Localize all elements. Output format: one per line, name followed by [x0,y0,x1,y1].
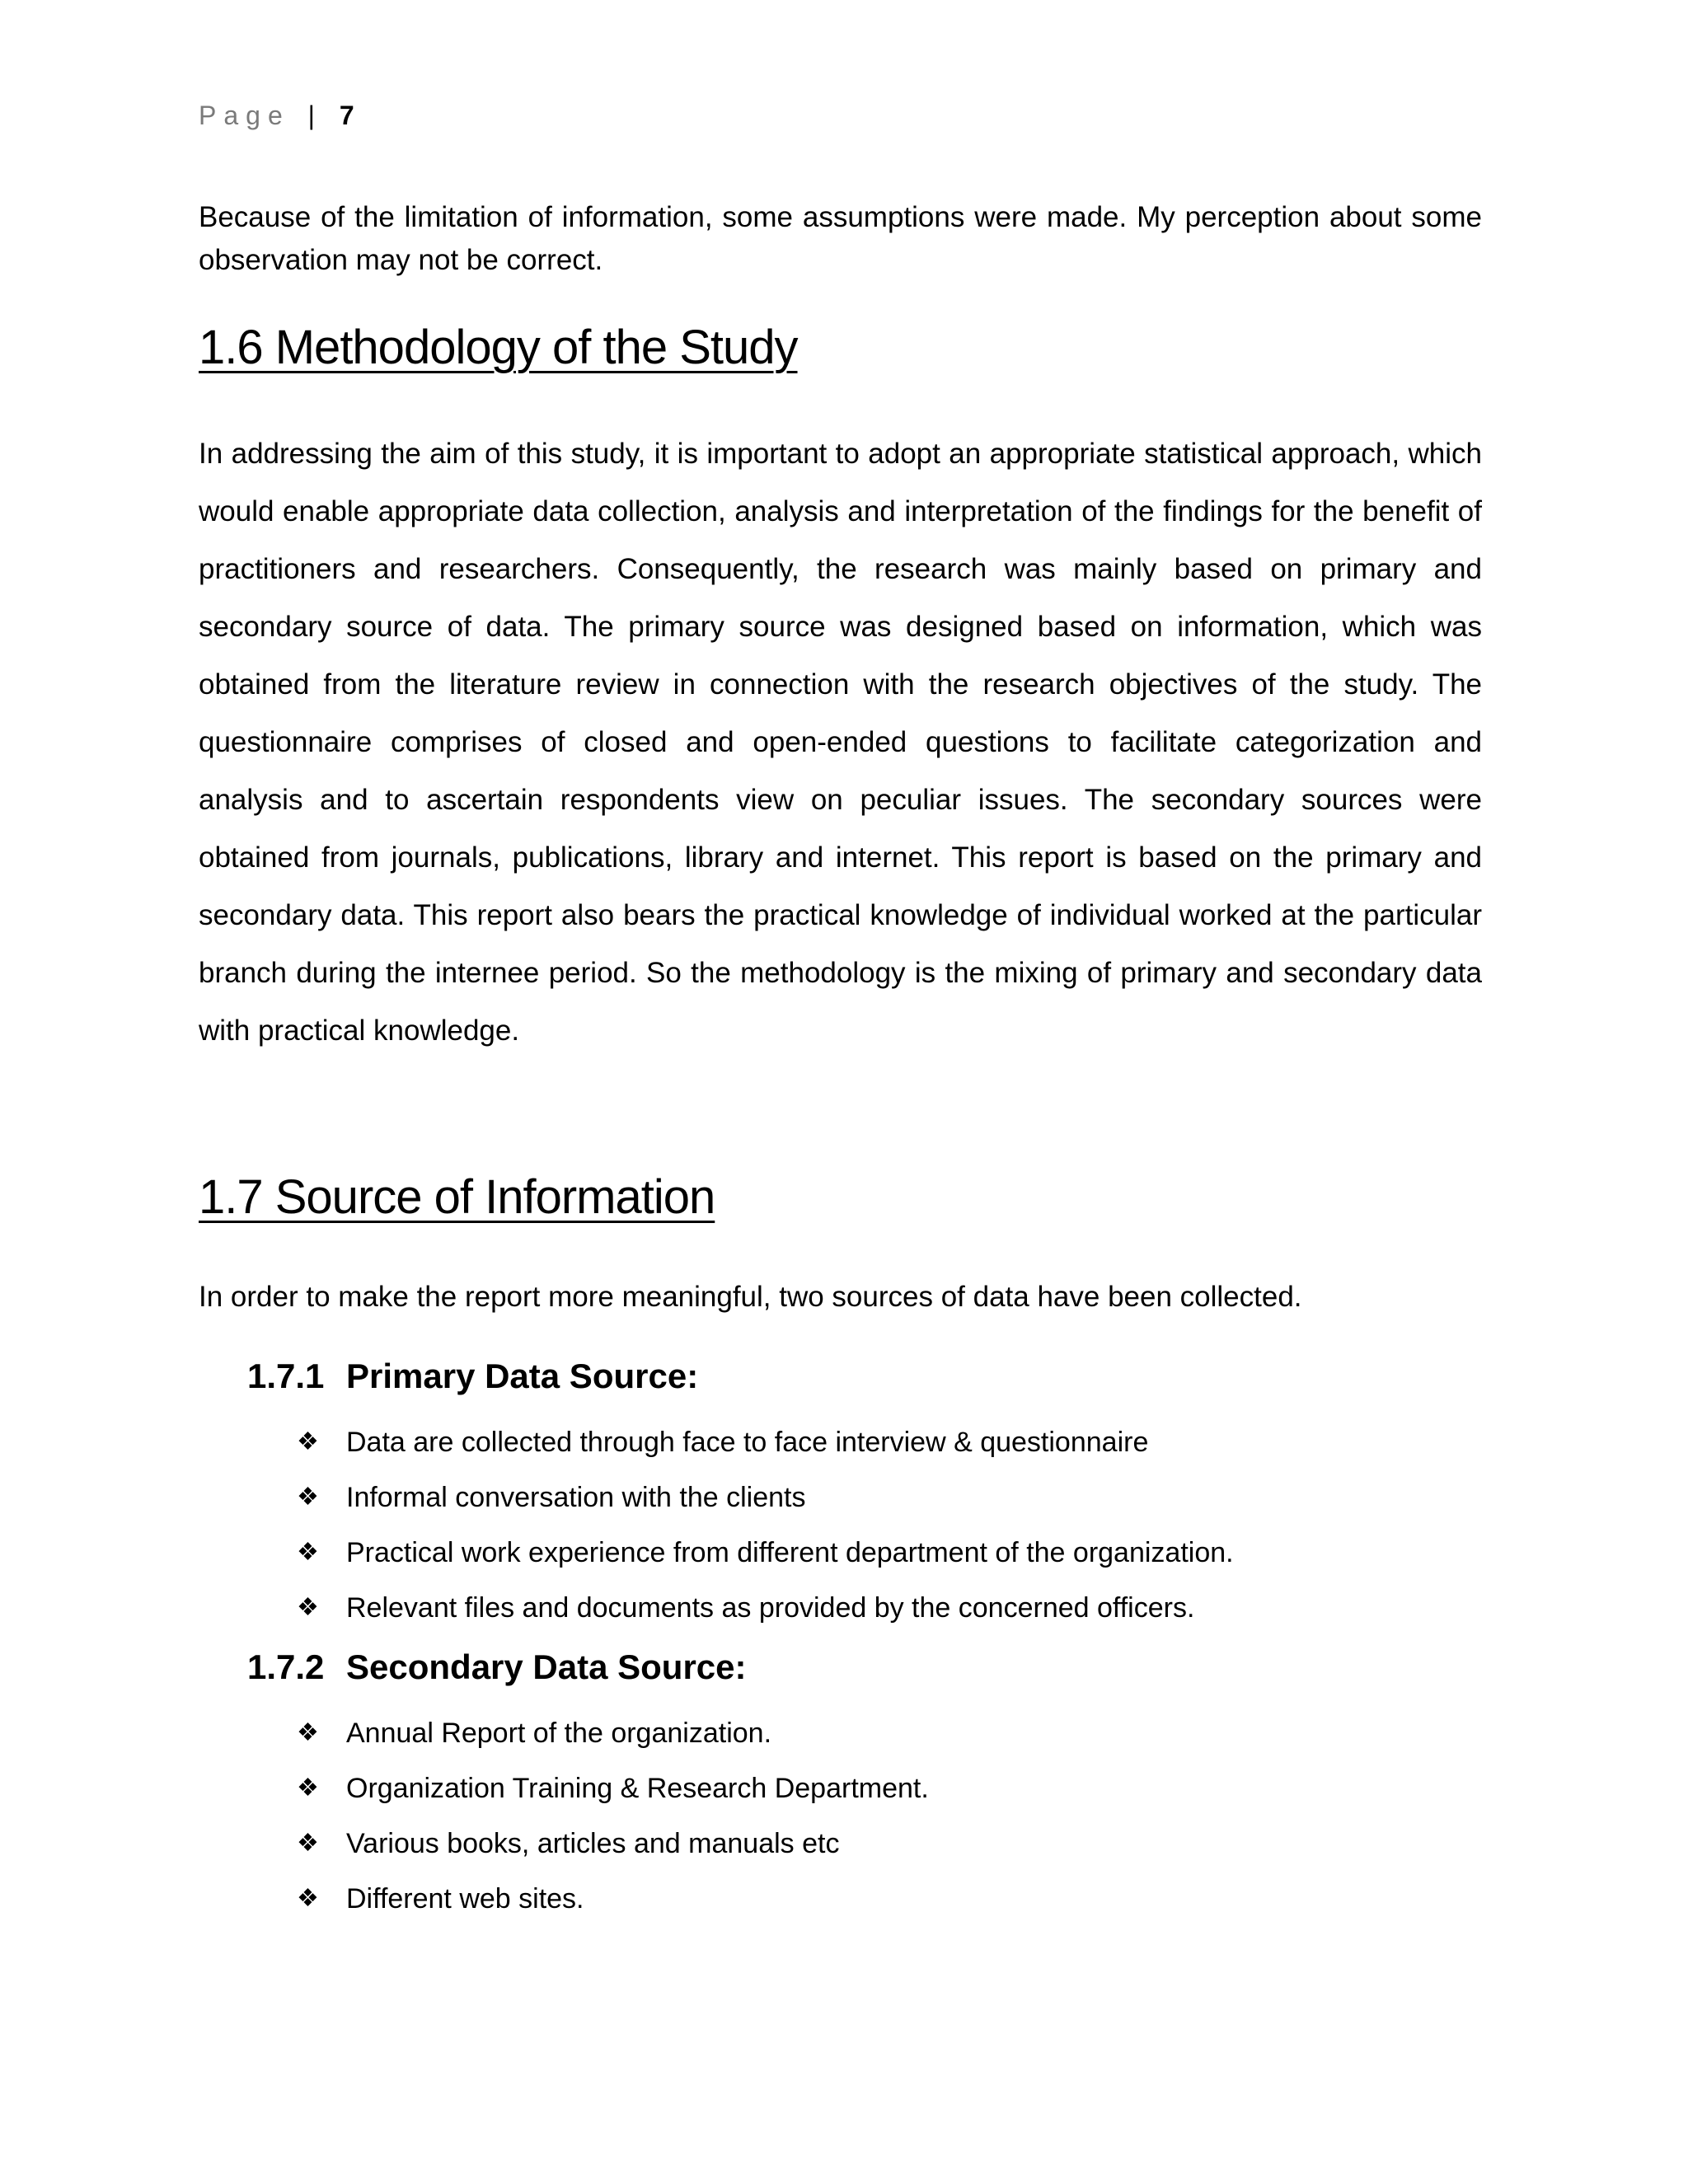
subsection-number: 1.7.2 [247,1647,325,1686]
subsection-title: Primary Data Source: [346,1357,699,1395]
diamond-bullet-icon: ❖ [297,1719,319,1746]
list-item [297,1421,1234,1476]
list-item [297,1767,929,1822]
diamond-bullet-icon: ❖ [297,1594,319,1621]
subsection-heading-primary [247,1357,698,1396]
section-heading-methodology: 1.6 Methodology of the Study [199,321,798,374]
diamond-bullet-icon: ❖ [297,1774,319,1802]
methodology-paragraph: In addressing the aim of this study, it is important to adopt an appropriate statistical approach, which would enable appropriate data collection, analysis and interpretation of the findings for the benefit of practitioners and researchers. Consequently, the research was mainly based on primary and secondary source of data. The primary source was designed based on information, which was obtained from the literature review in connection with the research objectives of the study. The questionnaire comprises of closed and open-ended questions to facilitate categorization and analysis and to ascertain respondents view on peculiar issues. The secondary sources were obtained from journals, publications, library and internet. This report is based on the primary and secondary data. This report also bears the practical knowledge of individual worked at the particular branch during the internee period. So the methodology is the mixing of primary and secondary data with practical knowledge. [199,438,1482,1047]
list-item-text: Various books, articles and manuals etc [346,1828,840,1859]
source-intro-paragraph: In order to make the report more meaningful, two sources of data have been collected. [199,1281,1302,1313]
list-item [297,1531,1234,1586]
list-item-text: Organization Training & Research Department. [346,1773,929,1804]
primary-source-list [297,1421,1234,1642]
diamond-bullet-icon: ❖ [297,1483,319,1511]
page-label: Page [199,101,290,130]
intro-paragraph: Because of the limitation of information, some assumptions were made. My perception about some observation may not be correct. [199,201,1482,276]
secondary-source-list [297,1712,929,1933]
list-item [297,1712,929,1767]
subsection-title: Secondary Data Source: [346,1647,747,1686]
diamond-bullet-icon: ❖ [297,1428,319,1455]
list-item-text: Data are collected through face to face interview & questionnaire [346,1427,1149,1458]
list-item-text: Annual Report of the organization. [346,1718,772,1749]
list-item-text: Practical work experience from different department of the organization. [346,1537,1234,1568]
section-heading-source-of-information: 1.7 Source of Information [199,1170,715,1224]
page-number: 7 [339,101,354,130]
list-item [297,1476,1234,1531]
diamond-bullet-icon: ❖ [297,1539,319,1566]
list-item-text: Informal conversation with the clients [346,1482,806,1513]
list-item [297,1822,929,1877]
subsection-heading-secondary [247,1647,747,1687]
list-item-text: Relevant files and documents as provided by the concerned officers. [346,1592,1195,1624]
page-header [199,101,354,131]
subsection-number: 1.7.1 [247,1357,325,1395]
list-item [297,1877,929,1933]
list-item-text: Different web sites. [346,1883,584,1915]
page-separator: | [307,101,315,130]
diamond-bullet-icon: ❖ [297,1885,319,1912]
diamond-bullet-icon: ❖ [297,1830,319,1857]
list-item [297,1586,1234,1642]
